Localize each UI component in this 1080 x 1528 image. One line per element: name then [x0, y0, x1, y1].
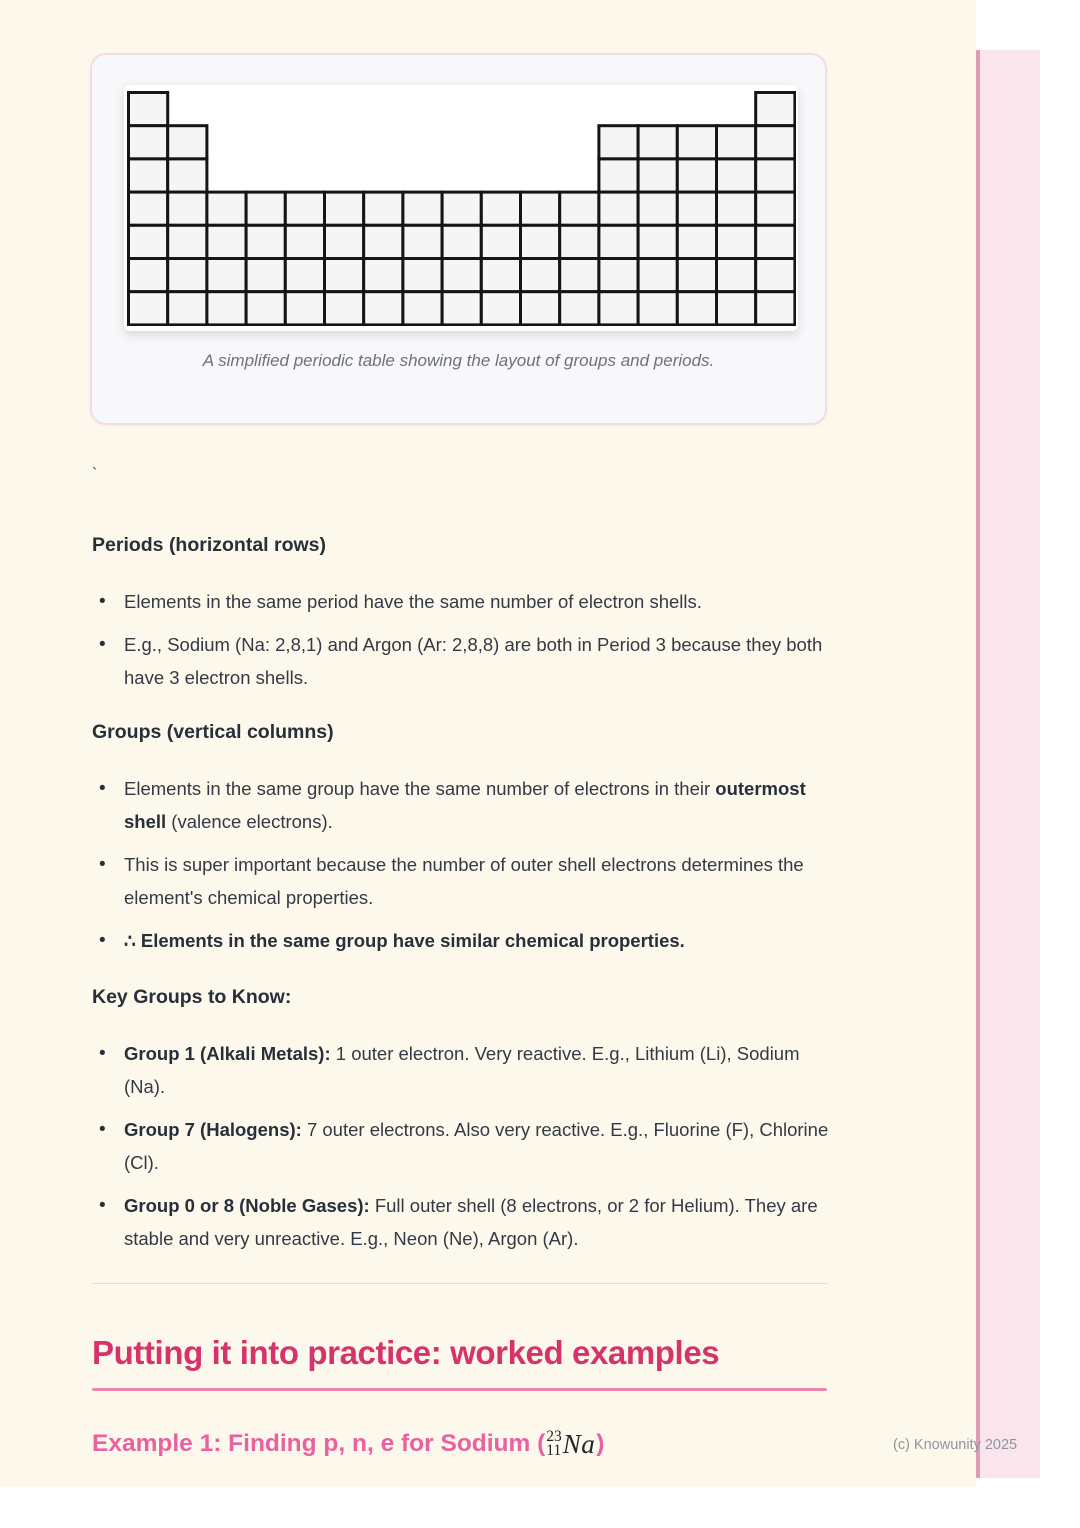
section-divider	[92, 1283, 827, 1284]
body-text: This is super important because the number of outer shell electrons determines the element's chemical properties.	[124, 854, 804, 908]
bold-text: Group 1 (Alkali Metals):	[124, 1043, 331, 1064]
bullet-item	[92, 1037, 834, 1103]
nuclide-numbers	[546, 1430, 562, 1458]
body-text: E.g., Sodium (Na: 2,8,1) and Argon (Ar: 2,8,8) are both in Period 3 because they both have 3 electron shells.	[124, 634, 823, 688]
worked-examples-title-underline	[92, 1388, 827, 1391]
atomic-number: 11	[546, 1442, 562, 1459]
section-heading: Key Groups to Know:	[92, 986, 292, 1008]
element-symbol: Na	[562, 1429, 596, 1459]
body-text: 1 outer electron. Very reactive. E.g., Lithium (Li), Sodium (Na).	[124, 1043, 800, 1097]
bullet-list	[92, 1037, 834, 1255]
bullet-item	[92, 772, 834, 838]
nuclide-notation	[546, 1424, 595, 1464]
section	[92, 533, 834, 694]
bullet-list	[92, 772, 834, 957]
stray-backtick: `	[92, 466, 98, 483]
bold-text: ∴ Elements in the same group have similar chemical properties.	[124, 930, 685, 951]
section-heading: Periods (horizontal rows)	[92, 534, 327, 556]
body-text: 7 outer electrons. Also very reactive. E.g., Fluorine (F), Chlorine (Cl).	[124, 1119, 829, 1173]
bold-text: outermost shell	[124, 778, 806, 832]
bullet-item	[92, 924, 834, 957]
figure-panel	[124, 85, 798, 331]
bold-text: Group 7 (Halogens):	[124, 1119, 302, 1140]
section	[92, 720, 834, 957]
section	[92, 985, 834, 1255]
bullet-item	[92, 1189, 834, 1255]
worked-examples-title: Putting it into practice: worked examples	[92, 1334, 720, 1371]
figure-caption: A simplified periodic table showing the layout of groups and periods.	[202, 351, 715, 370]
mass-number: 23	[546, 1428, 562, 1445]
body-text: (valence electrons).	[166, 811, 333, 832]
example1-heading	[92, 1424, 604, 1464]
bullet-item	[92, 628, 834, 694]
copyright-watermark: (c) Knowunity 2025	[893, 1437, 1018, 1453]
bullet-item	[92, 1113, 834, 1179]
periodic-table-diagram	[127, 91, 796, 326]
next-page-edge-strip	[976, 50, 1040, 1478]
body-text: Elements in the same group have the same number of electrons in their	[124, 778, 716, 799]
example1-prefix: Example 1: Finding p, n, e for Sodium (	[92, 1430, 546, 1457]
body-text: Full outer shell (8 electrons, or 2 for Helium). They are stable and very unreactive. E.g., Neon (Ne), Argon (Ar).	[124, 1195, 818, 1249]
example1-suffix: )	[596, 1430, 605, 1457]
bullet-list	[92, 585, 834, 694]
bullet-item	[92, 848, 834, 914]
body-text: Elements in the same period have the same number of electron shells.	[124, 591, 702, 612]
figure-card	[90, 53, 827, 425]
bullet-item	[92, 585, 834, 618]
bold-text: Group 0 or 8 (Noble Gases):	[124, 1195, 370, 1216]
section-heading: Groups (vertical columns)	[92, 721, 334, 743]
